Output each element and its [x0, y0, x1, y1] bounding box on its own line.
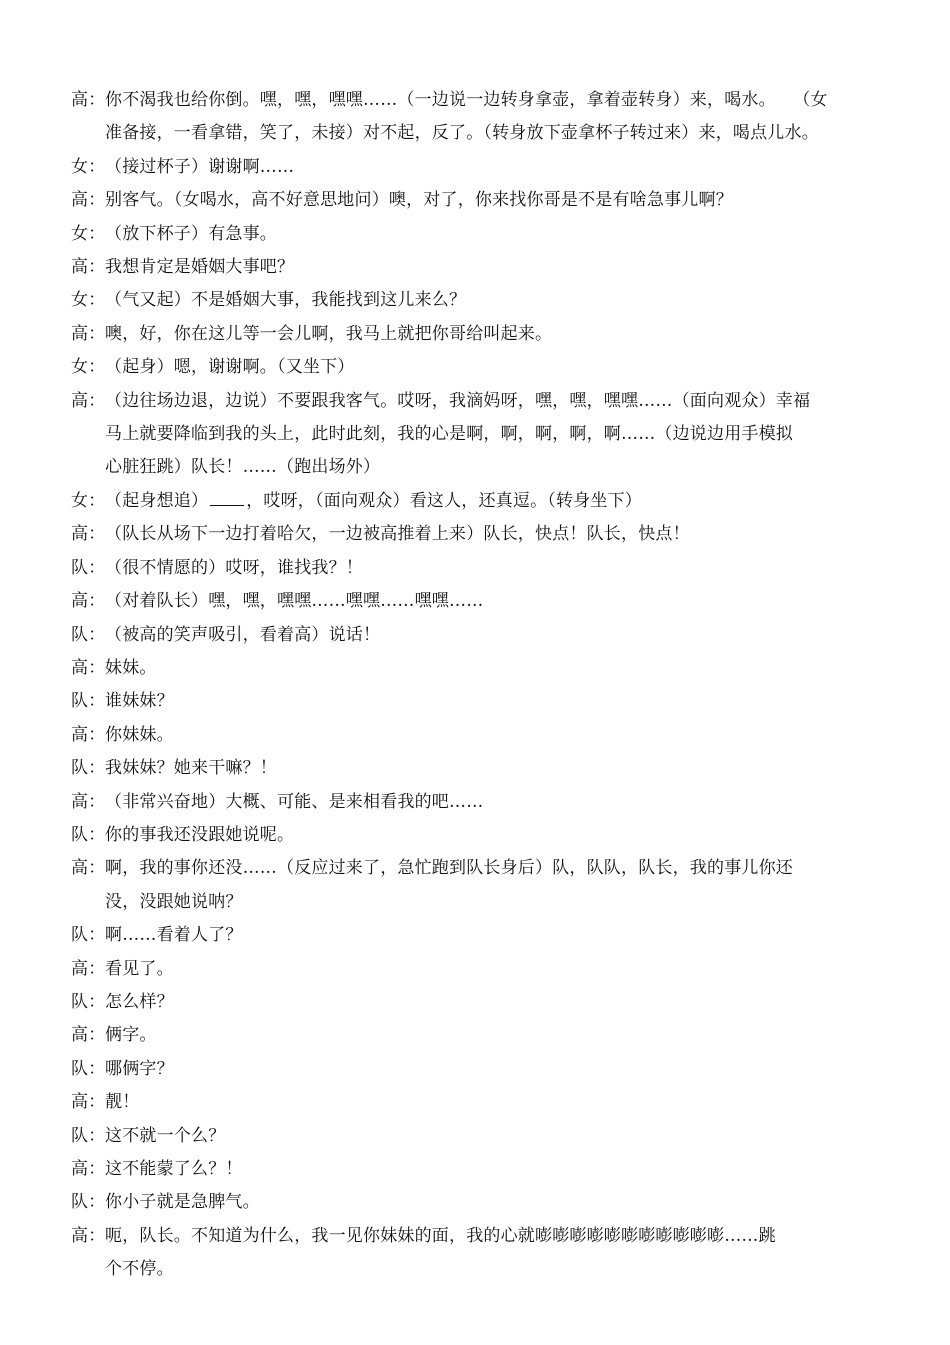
dialogue-line [71, 184, 891, 217]
dialogue-line [71, 1120, 891, 1153]
line-text: 你妹妹。 [105, 724, 174, 745]
dialogue-line [71, 685, 891, 718]
line-text: 马上就要降临到我的头上，此时此刻，我的心是啊，啊，啊，啊，啊……（边说边用手模拟 [105, 424, 793, 445]
dialogue-line [71, 385, 891, 418]
speaker-label: 高： [71, 1092, 106, 1113]
dialogue-line [71, 1186, 891, 1219]
line-text: （非常兴奋地）大概、可能、是来相看我的吧…… [105, 791, 484, 812]
dialogue-line [71, 585, 891, 618]
speaker-label: 队： [71, 824, 106, 845]
dialogue-line-continued [71, 451, 891, 484]
line-text: 谁妹妹？ [105, 691, 174, 712]
dialogue-line-continued [71, 117, 891, 150]
line-text: 呃，队长。不知道为什么，我一见你妹妹的面，我的心就嘭嘭嘭嘭嘭嘭嘭嘭嘭嘭嘭……跳 [105, 1225, 776, 1246]
line-text: （被高的笑声吸引，看着高）说话！ [105, 624, 381, 645]
dialogue-line [71, 284, 891, 317]
line-text: （对着队长）嘿，嘿，嘿嘿……嘿嘿……嘿嘿…… [105, 591, 484, 612]
speaker-label: 队： [71, 925, 106, 946]
dialogue-line [71, 251, 891, 284]
dialogue-line [71, 1153, 891, 1186]
line-text: 心脏狂跳）队长！……（跑出场外） [105, 457, 381, 478]
speaker-label: 高： [71, 390, 106, 411]
dialogue-line [71, 719, 891, 752]
dialogue-line [71, 318, 891, 351]
dialogue-line [71, 518, 891, 551]
dialogue-line-continued [71, 418, 891, 451]
speaker-label: 高： [71, 1159, 106, 1179]
speaker-label: 队： [71, 691, 106, 712]
dialogue-line [71, 986, 891, 1019]
dialogue-line [71, 84, 891, 117]
dialogue-line [71, 218, 891, 251]
line-text-part: ，哎呀，（面向观众）看这人，还真逗。（转身坐下） [246, 490, 643, 511]
dialogue-line [71, 1086, 891, 1119]
dialogue-line [71, 552, 891, 585]
line-text: 准备接，一看拿错，笑了，未接）对不起，反了。（转身放下壶拿杯子转过来）来，喝点儿水。 [105, 123, 819, 144]
line-text: （边往场边退，边说）不要跟我客气。哎呀，我滴妈呀，嘿，嘿，嘿嘿……（面向观众）幸福 [105, 390, 811, 411]
speaker-label: 高： [71, 958, 106, 979]
speaker-label: 队： [71, 1192, 106, 1213]
dialogue-line [71, 619, 891, 652]
line-text: （起身）嗯，谢谢啊。（又坐下） [105, 357, 355, 378]
speaker-label: 女： [71, 290, 106, 311]
line-text: 俩字。 [105, 1025, 157, 1046]
dialogue-line [71, 1019, 891, 1052]
dialogue-line [71, 919, 891, 952]
line-text: （很不情愿的）哎呀，谁找我？！ [105, 557, 363, 578]
speaker-label: 队： [71, 1125, 106, 1146]
speaker-label: 高： [71, 791, 106, 812]
dialogue-line [71, 752, 891, 785]
line-text: 这不能蒙了么？！ [105, 1159, 243, 1179]
dialogue-line [71, 1053, 891, 1086]
speaker-label: 高： [71, 524, 106, 545]
speaker-label: 高： [71, 657, 106, 678]
line-text: （队长从场下一边打着哈欠，一边被高推着上来）队长，快点！队长，快点！ [105, 524, 690, 545]
dialogue-line [71, 852, 891, 885]
speaker-label: 高： [71, 1225, 106, 1246]
speaker-label: 队： [71, 758, 106, 779]
speaker-label: 女： [71, 223, 106, 244]
fill-in-blank [210, 489, 244, 506]
line-text: 看见了。 [105, 958, 174, 979]
line-text: 怎么样？ [105, 991, 174, 1012]
speaker-label: 高： [71, 190, 106, 211]
line-text: 我妹妹？她来干嘛？！ [105, 758, 277, 779]
line-text: 噢，好，你在这儿等一会儿啊，我马上就把你哥给叫起来。 [105, 323, 553, 344]
dialogue-line [71, 953, 891, 986]
speaker-label: 高： [71, 591, 106, 612]
line-text: 你小子就是急脾气。 [105, 1192, 260, 1213]
dialogue-line-continued [71, 886, 891, 919]
line-text: 没，没跟她说呐？ [105, 891, 243, 912]
speaker-label: 高： [71, 257, 106, 278]
speaker-label: 队： [71, 1058, 106, 1079]
line-text: （放下杯子）有急事。 [105, 223, 277, 244]
line-text: 个不停。 [105, 1259, 174, 1280]
dialogue-line [71, 151, 891, 184]
speaker-label: 队： [71, 991, 106, 1012]
speaker-label: 高： [71, 858, 106, 879]
line-text-part: （起身想追） [105, 490, 209, 511]
dialogue-line [71, 1220, 891, 1253]
speaker-label: 队： [71, 557, 106, 578]
speaker-label: 女： [71, 357, 106, 378]
dialogue-line [71, 652, 891, 685]
dialogue-line [71, 819, 891, 852]
speaker-label: 高： [71, 90, 106, 110]
dialogue-line [71, 786, 891, 819]
speaker-label: 高： [71, 323, 106, 344]
dialogue-line [71, 351, 891, 384]
line-text: （气又起）不是婚姻大事，我能找到这儿来么？ [105, 290, 467, 311]
speaker-label: 高： [71, 1025, 106, 1046]
line-text: 啊……看着人了？ [105, 925, 243, 946]
line-text: 靓！ [105, 1092, 140, 1113]
line-text: 别客气。（女喝水，高不好意思地问）噢，对了，你来找你哥是不是有啥急事儿啊？ [105, 190, 733, 211]
speaker-label: 女： [71, 156, 106, 177]
dialogue-line-continued [71, 1253, 891, 1286]
line-text: 哪俩字？ [105, 1058, 174, 1079]
line-text: 这不就一个么？ [105, 1125, 226, 1146]
line-text: 你的事我还没跟她说呢。 [105, 824, 295, 845]
line-text: 啊，我的事你还没……（反应过来了，急忙跑到队长身后）队，队队，队长，我的事儿你还 [105, 858, 793, 879]
line-text: 我想肯定是婚姻大事吧？ [105, 257, 295, 278]
script-page [71, 84, 891, 1287]
speaker-label: 队： [71, 624, 106, 645]
line-text: 妹妹。 [105, 657, 157, 678]
speaker-label: 高： [71, 724, 106, 745]
dialogue-line [71, 485, 891, 518]
line-text: （接过杯子）谢谢啊…… [105, 156, 295, 177]
line-text: 你不渴我也给你倒。嘿，嘿，嘿嘿……（一边说一边转身拿壶，拿着壶转身）来，喝水。 （女 [105, 90, 828, 110]
speaker-label: 女： [71, 490, 106, 511]
